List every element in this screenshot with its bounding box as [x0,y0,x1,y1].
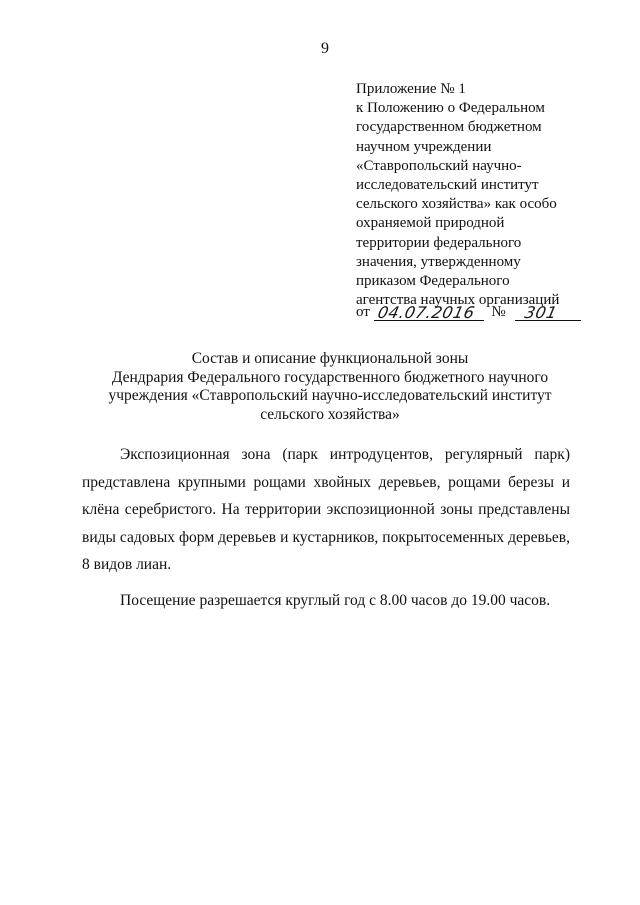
date-prefix: от [356,304,370,320]
appendix-line: научном учреждении [356,138,492,155]
appendix-line: территории федерального [356,234,522,251]
paragraph-line: 8 видов лиан. [82,556,172,573]
order-date-handwritten: 04.07.2016 [375,303,477,322]
order-date-number [356,302,581,324]
paragraph-line: клёна серебристого. На территории экспозиционной зоны представлены [82,501,570,518]
paragraph-line: Экспозиционная зона (парк интродуцентов, регулярный парк) [120,446,570,463]
heading-line: Дендрария Федерального государственного бюджетного научного [111,368,549,386]
number-sign: № [491,304,506,320]
paragraph-line: представлена крупными рощами хвойных деревьев, рощами березы и [82,473,570,491]
appendix-line: «Ставропольский научно- [356,157,522,174]
visiting-hours-paragraph: Посещение разрешается круглый год с 8.00 часов до 19.00 часов. [120,591,551,609]
appendix-line: государственном бюджетном [356,119,542,136]
appendix-line: сельского хозяйства» как особо [356,196,557,213]
page-number: 9 [321,40,329,57]
appendix-line: исследовательский институт [356,177,539,194]
appendix-line: приказом Федерального [356,273,510,290]
order-number-handwritten: 301 [523,303,560,322]
appendix-line: охраняемой природной [356,215,505,232]
order-number-field [515,302,581,321]
body-text [82,441,570,614]
order-date-field [374,302,484,321]
paragraph-line: виды садовых форм деревьев и кустарников, покрытосеменных деревьев, [82,528,570,546]
heading-line: Состав и описание функциональной зоны [191,350,469,367]
appendix-line: значения, утвержденному [356,253,521,270]
appendix-block [356,80,616,310]
zone-description-paragraph [82,441,570,579]
section-heading [80,350,580,424]
heading-line: учреждения «Ставропольский научно-исследовательский институт [108,387,552,404]
appendix-title: Приложение № 1 [356,81,466,97]
appendix-line: агентства научных организаций [356,292,560,309]
appendix-line: к Положению о Федеральном [356,100,545,117]
heading-line: сельского хозяйства» [260,405,400,423]
